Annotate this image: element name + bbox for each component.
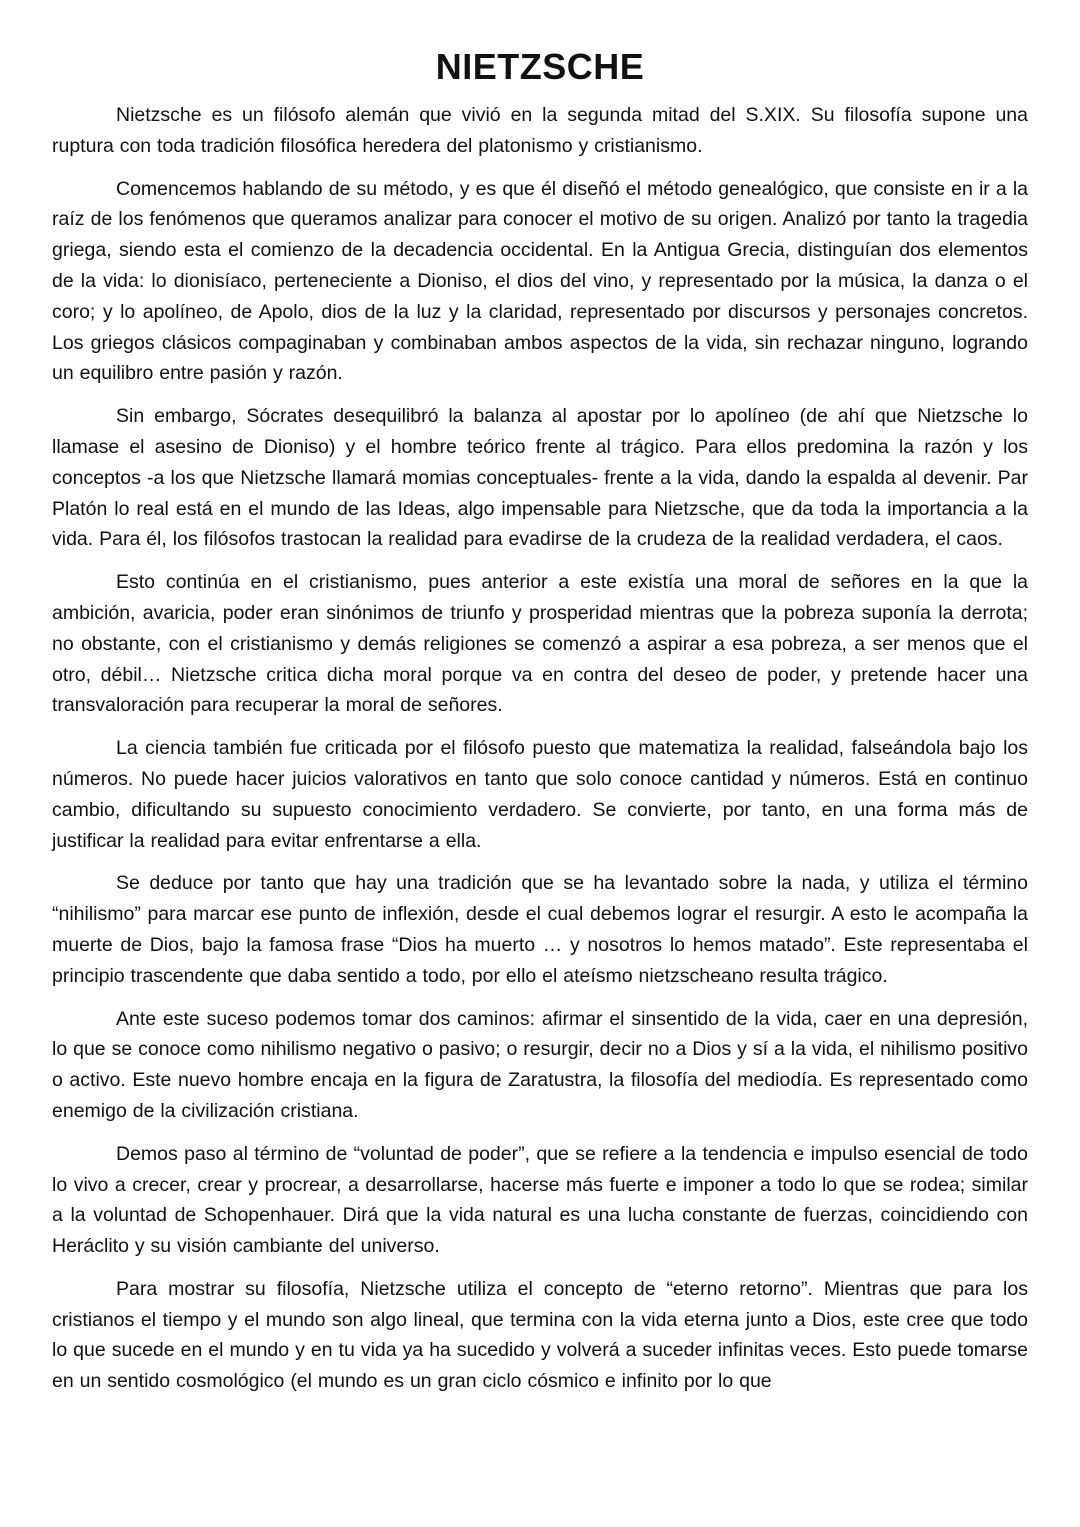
paragraph-5: La ciencia también fue criticada por el filósofo puesto que matematiza la realidad, falseándola bajo los números. No puede hacer juicios valorativos en tanto que solo conoce cantidad y números. Está en continuo cambio, dificultando su supuesto conocimiento verdadero. Se convierte, por tanto, en una forma más de justificar la realidad para evitar enfrentarse a ella.	[52, 737, 1028, 852]
paragraph-9: Para mostrar su filosofía, Nietzsche utiliza el concepto de “eterno retorno”. Mientras que para los cristianos el tiempo y el mundo son algo lineal, que termina con la vida eterna junto a Dios, este cree que todo lo que sucede en el mundo y en tu vida ya ha sucedido y volverá a suceder infinitas veces. Esto puede tomarse en un sentido cosmológico (el mundo es un gran ciclo cósmico e infinito por lo que	[52, 1277, 1028, 1393]
paragraph-8: Demos paso al término de “voluntad de poder”, que se refiere a la tendencia e impulso esencial de todo lo vivo a crecer, crear y procrear, a desarrollarse, hacerse más fuerte e imponer a todo lo que se rodea; similar a la voluntad de Schopenhauer. Dirá que la vida natural es una lucha constante de fuerzas, coincidiendo con Heráclito y su visión cambiante del universo.	[52, 1142, 1028, 1258]
paragraph-7: Ante este suceso podemos tomar dos caminos: afirmar el sinsentido de la vida, caer en una depresión, lo que se conoce como nihilismo negativo o pasivo; o resurgir, decir no a Dios y sí a la vida, el nihilismo positivo o activo. Este nuevo hombre encaja en la figura de Zaratustra, la filosofía del mediodía. Es representado como enemigo de la civilización cristiana.	[52, 1007, 1028, 1122]
paragraph-3: Sin embargo, Sócrates desequilibró la balanza al apostar por lo apolíneo (de ahí que Nietzsche lo llamase el asesino de Dioniso) y el hombre teórico frente al trágico. Para ellos predomina la razón y los conceptos -a los que Nietzsche llamará momias conceptuales- frente a la vida, dando la espalda al devenir. Par Platón lo real está en el mundo de las Ideas, algo impensable para Nietzsche, que da toda la importancia a la vida. Para él, los filósofos trastocan la realidad para evadirse de la crudeza de la realidad verdadera, el caos.	[52, 405, 1028, 551]
paragraph-1: Nietzsche es un filósofo alemán que vivió en la segunda mitad del S.XIX. Su filosofía supone una ruptura con toda tradición filosófica heredera del platonismo y cristianismo.	[52, 104, 1028, 157]
paragraph-2: Comencemos hablando de su método, y es que él diseñó el método genealógico, que consiste en ir a la raíz de los fenómenos que queramos analizar para conocer el motivo de su origen. Analizó por tanto la tragedia griega, siendo esta el comienzo de la decadencia occidental. En la Antigua Grecia, distinguían dos elementos de la vida: lo dionisíaco, perteneciente a Dioniso, el dios del vino, y representado por la música, la danza o el coro; y lo apolíneo, de Apolo, dios de la luz y la claridad, representado por discursos y personajes concretos. Los griegos clásicos compaginaban y combinaban ambos aspectos de la vida, sin rechazar ninguno, logrando un equilibro entre pasión y razón.	[52, 177, 1028, 385]
paragraph-4: Esto continúa en el cristianismo, pues anterior a este existía una moral de señores en la que la ambición, avaricia, poder eran sinónimos de triunfo y prosperidad mientras que la pobreza suponía la derrota; no obstante, con el cristianismo y demás religiones se comenzó a aspirar a esa pobreza, a ser menos que el otro, débil… Nietzsche critica dicha moral porque va en contra del deseo de poder, y pretende hacer una transvaloración para recuperar la moral de señores.	[52, 571, 1028, 717]
document-page	[52, 40, 1028, 1409]
paragraph-6: Se deduce por tanto que hay una tradición que se ha levantado sobre la nada, y utiliza el término “nihilismo” para marcar ese punto de inflexión, desde el cual debemos lograr el resurgir. A esto le acompaña la muerte de Dios, bajo la famosa frase “Dios ha muerto … y nosotros lo hemos matado”. Este representaba el principio trascendente que daba sentido a todo, por ello el ateísmo nietzscheano resulta trágico.	[52, 872, 1028, 987]
page-title: NIETZSCHE	[435, 46, 645, 87]
